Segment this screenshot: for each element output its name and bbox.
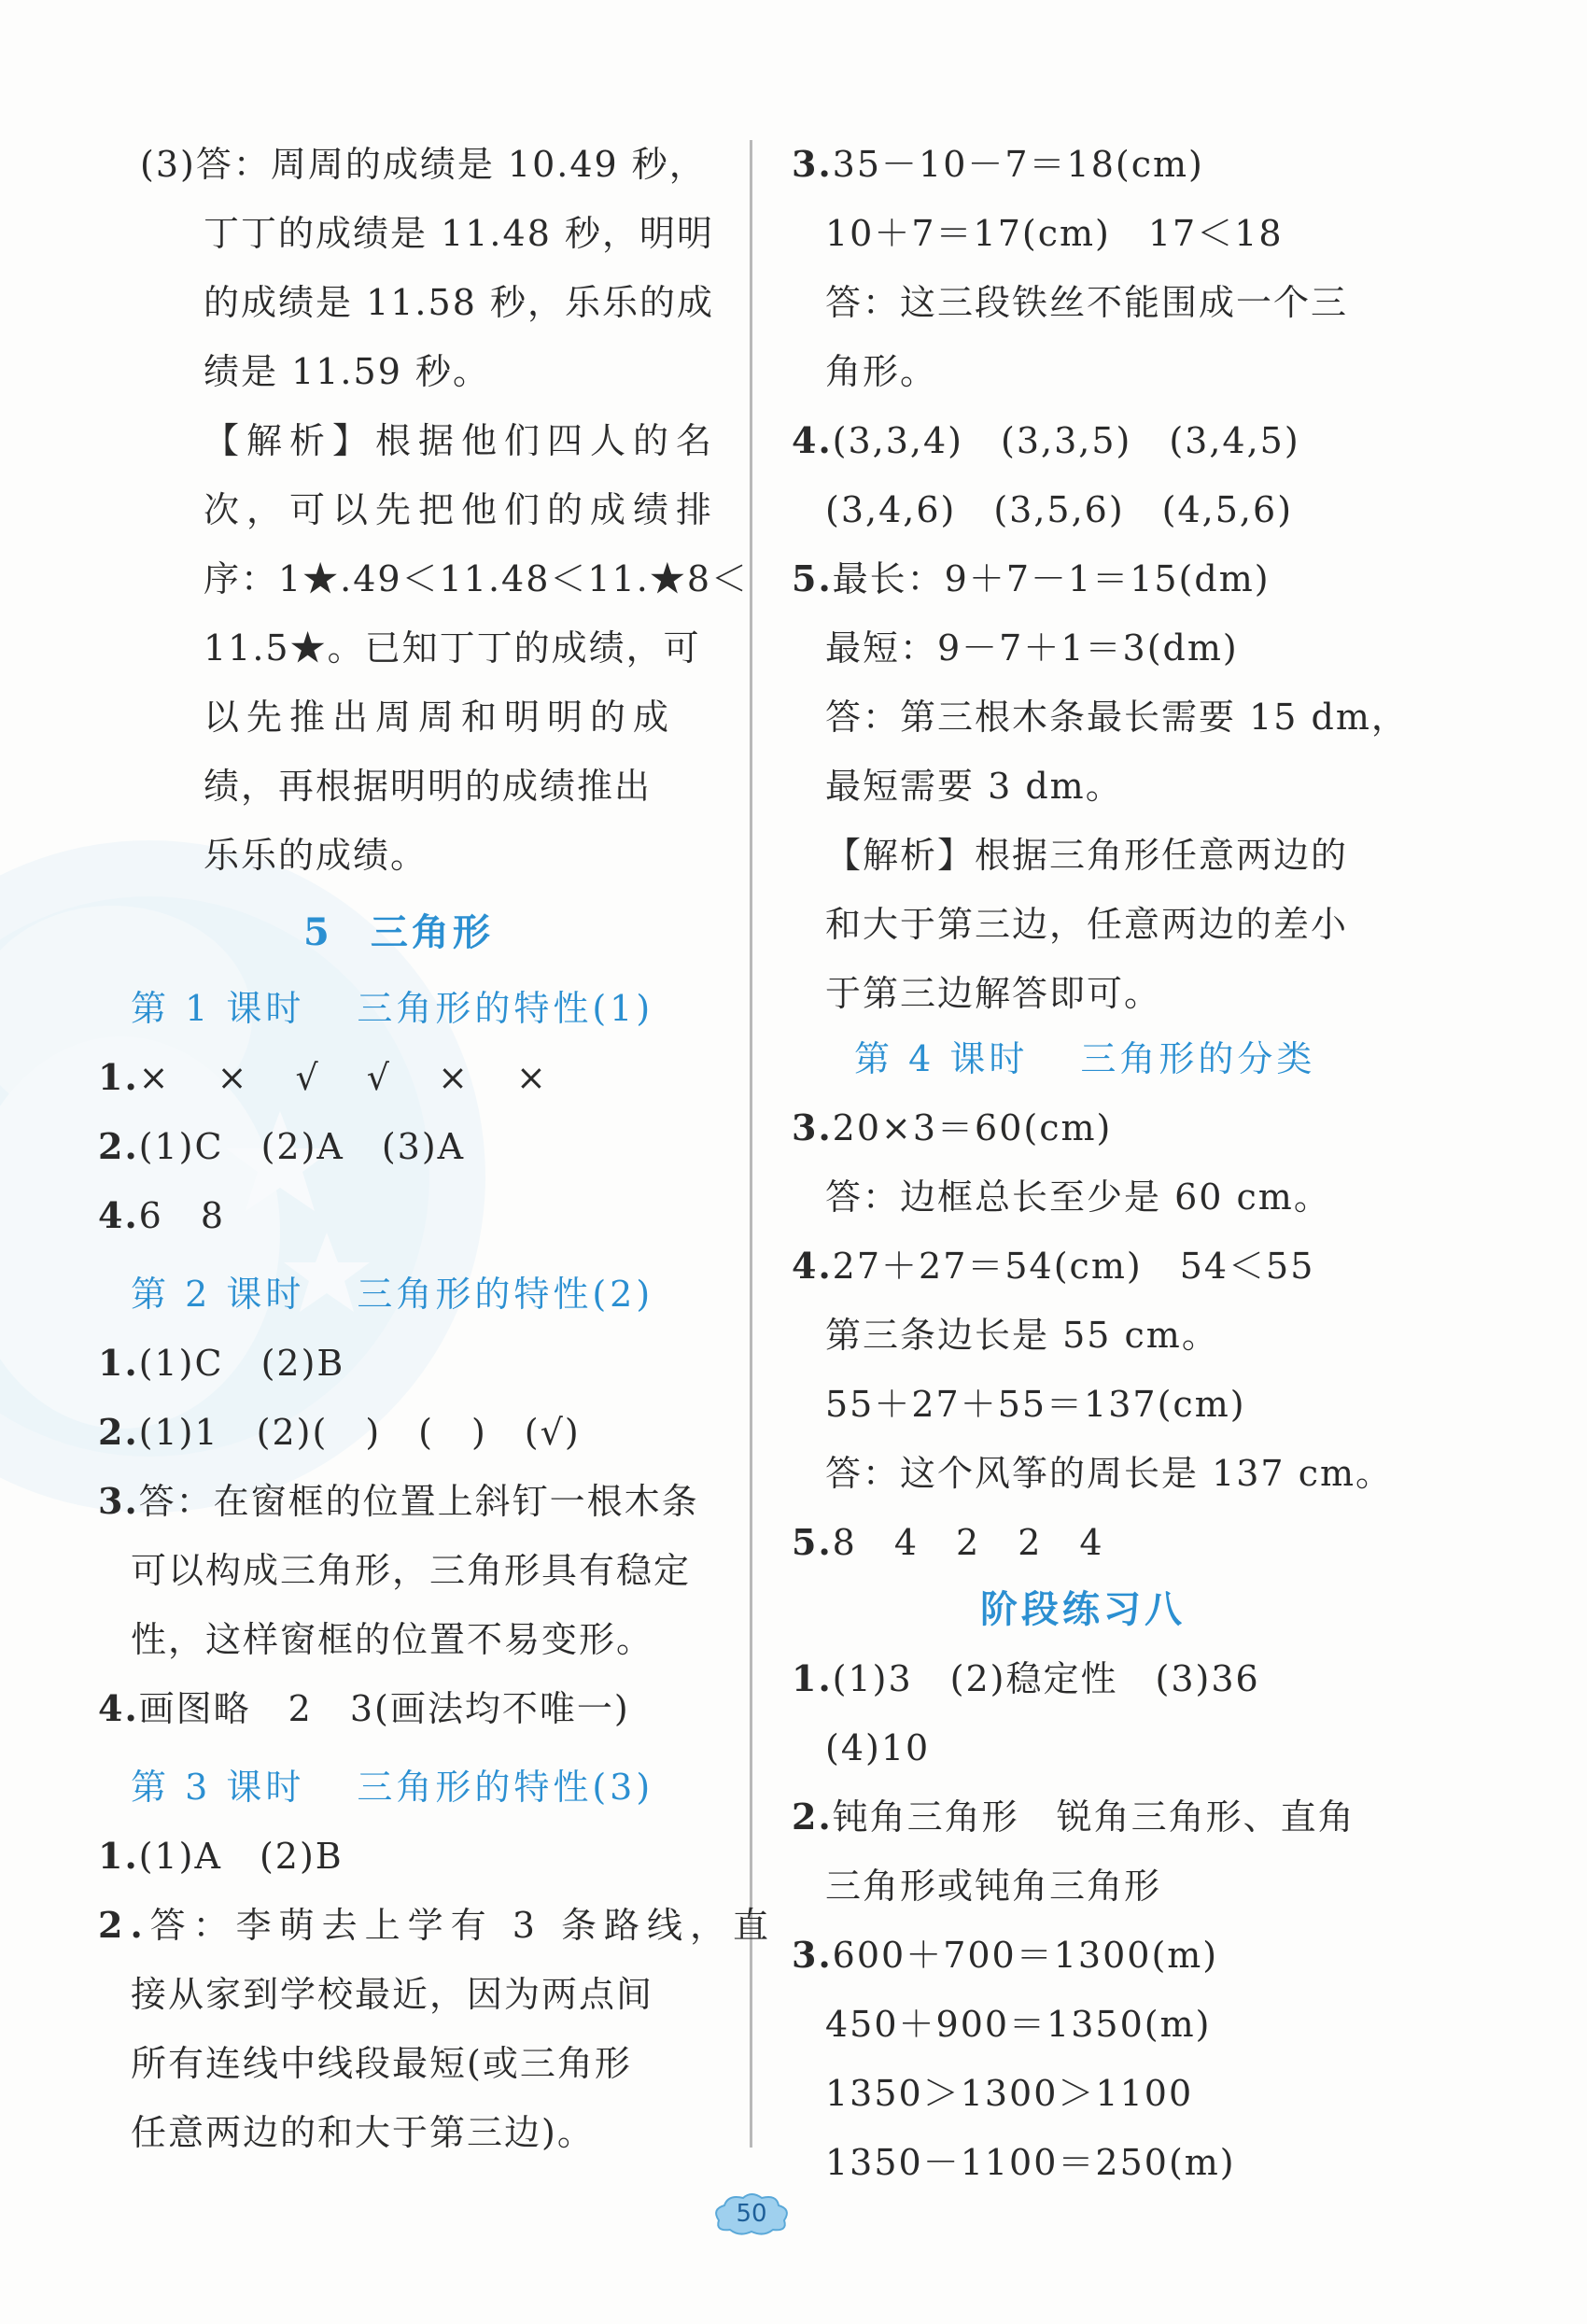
- answer-item: 2.钝角三角形 锐角三角形、直角: [792, 1796, 1355, 1838]
- analysis-text: 和大于第三边，任意两边的差小: [825, 904, 1349, 945]
- answer-text: 的成绩是 11.58 秒，乐乐的成: [204, 282, 714, 323]
- answer-text: (4)10: [825, 1727, 931, 1768]
- answer-text: (3)答：周周的成绩是 10.49 秒，: [140, 144, 707, 185]
- answer-text: (3,4,6) (3,5,6) (4,5,6): [825, 489, 1294, 530]
- answer-text: 所有连线中线段最短(或三角形: [131, 2043, 632, 2084]
- chapter-title: 三角形: [370, 910, 494, 954]
- answer-item: 1.× × √ √ × ×: [98, 1056, 565, 1098]
- answer-item: 1.(1)A (2)B: [98, 1835, 344, 1877]
- answer-text: 答：这三段铁丝不能围成一个三: [825, 282, 1349, 323]
- answer-text: 答：这个风筝的周长是 137 cm。: [825, 1453, 1394, 1494]
- chapter-heading: [303, 910, 494, 955]
- lesson-title: 三角形的特性(2): [357, 1274, 654, 1315]
- answer-item: 4.6 8: [98, 1194, 226, 1236]
- analysis-text: 绩，再根据明明的成绩推出: [204, 766, 653, 807]
- analysis-text: 【解析】根据三角形任意两边的: [825, 835, 1349, 876]
- answer-text: 450＋900＝1350(m): [825, 2004, 1212, 2045]
- stage-practice-heading: 阶段练习八: [980, 1587, 1186, 1631]
- answer-text: 最短需要 3 dm。: [825, 766, 1123, 807]
- answer-item: 5.最长：9＋7－1＝15(dm): [792, 557, 1271, 599]
- lesson-title: 三角形的特性(1): [357, 988, 654, 1029]
- answer-text: 绩是 11.59 秒。: [204, 351, 490, 392]
- lesson-heading: [131, 986, 653, 1031]
- answer-text: 1350－1100＝250(m): [825, 2142, 1236, 2183]
- answer-item: 3.答：在窗框的位置上斜钉一根木条: [98, 1480, 699, 1522]
- answer-item: 4.画图略 2 3(画法均不唯一): [98, 1687, 630, 1729]
- analysis-text: 乐乐的成绩。: [204, 835, 428, 876]
- lesson-title: 三角形的分类: [1080, 1038, 1316, 1079]
- answer-item: 4.27＋27＝54(cm) 54＜55: [792, 1245, 1315, 1287]
- page-number: 50: [736, 2200, 767, 2228]
- answer-text: 1350＞1300＞1100: [825, 2073, 1194, 2114]
- analysis-text: 【解析】根据他们四人的名: [204, 420, 720, 461]
- chapter-number: 5: [303, 910, 333, 954]
- answer-text: 第三条边长是 55 cm。: [825, 1315, 1219, 1356]
- answer-item: 5.8 4 2 2 4: [792, 1521, 1104, 1563]
- answer-item: 4.(3,3,4) (3,3,5) (3,4,5): [792, 419, 1300, 461]
- answer-item: 1.(1)3 (2)稳定性 (3)36: [792, 1657, 1260, 1699]
- lesson-title: 三角形的特性(3): [357, 1767, 654, 1808]
- answer-item: 1.(1)C (2)B: [98, 1342, 345, 1384]
- lesson-heading: [854, 1036, 1315, 1081]
- lesson-label: 第 1 课时: [131, 988, 305, 1029]
- answer-text: 接从家到学校最近，因为两点间: [131, 1974, 654, 2015]
- answer-text: 55＋27＋55＝137(cm): [825, 1384, 1246, 1425]
- lesson-label: 第 3 课时: [131, 1767, 305, 1808]
- answer-text: 三角形或钝角三角形: [825, 1866, 1162, 1907]
- analysis-text: 于第三边解答即可。: [825, 973, 1162, 1014]
- answer-item: 2.(1)C (2)A (3)A: [98, 1125, 466, 1167]
- answer-item: 3.600＋700＝1300(m): [792, 1934, 1219, 1976]
- lesson-label: 第 2 课时: [131, 1274, 305, 1315]
- lesson-label: 第 4 课时: [854, 1038, 1029, 1079]
- answer-item: 2.答：李萌去上学有 3 条路线，直: [98, 1904, 777, 1946]
- analysis-text: 11.5★。已知丁丁的成绩，可: [204, 627, 701, 669]
- answer-text: 答：边框总长至少是 60 cm。: [825, 1176, 1331, 1218]
- answer-text: 可以构成三角形，三角形具有稳定: [131, 1550, 692, 1591]
- answer-text: 答：第三根木条最长需要 15 dm，: [825, 697, 1409, 738]
- answer-text: 10＋7＝17(cm) 17＜18: [825, 213, 1284, 254]
- answer-text: 角形。: [825, 351, 938, 392]
- column-divider: [750, 140, 752, 2148]
- lesson-heading: [131, 1765, 653, 1810]
- lesson-heading: [131, 1272, 653, 1317]
- answer-text: 任意两边的和大于第三边)。: [131, 2112, 595, 2153]
- answer-text: 性，这样窗框的位置不易变形。: [131, 1619, 654, 1660]
- page-number-badge: [709, 2189, 794, 2239]
- answer-text: 最短：9－7＋1＝3(dm): [825, 627, 1239, 669]
- analysis-text: 以先推出周周和明明的成: [204, 697, 677, 738]
- answer-item: 2.(1)1 (2)( ) ( ) (√): [98, 1411, 581, 1453]
- analysis-text: 次，可以先把他们的成绩排: [204, 489, 720, 530]
- answer-text: 丁丁的成绩是 11.48 秒，明明: [204, 213, 714, 254]
- answer-item: 3.35－10－7＝18(cm): [792, 143, 1204, 185]
- answer-item: 3.20×3＝60(cm): [792, 1106, 1113, 1148]
- analysis-text: 序：1★.49＜11.48＜11.★8＜: [204, 558, 750, 599]
